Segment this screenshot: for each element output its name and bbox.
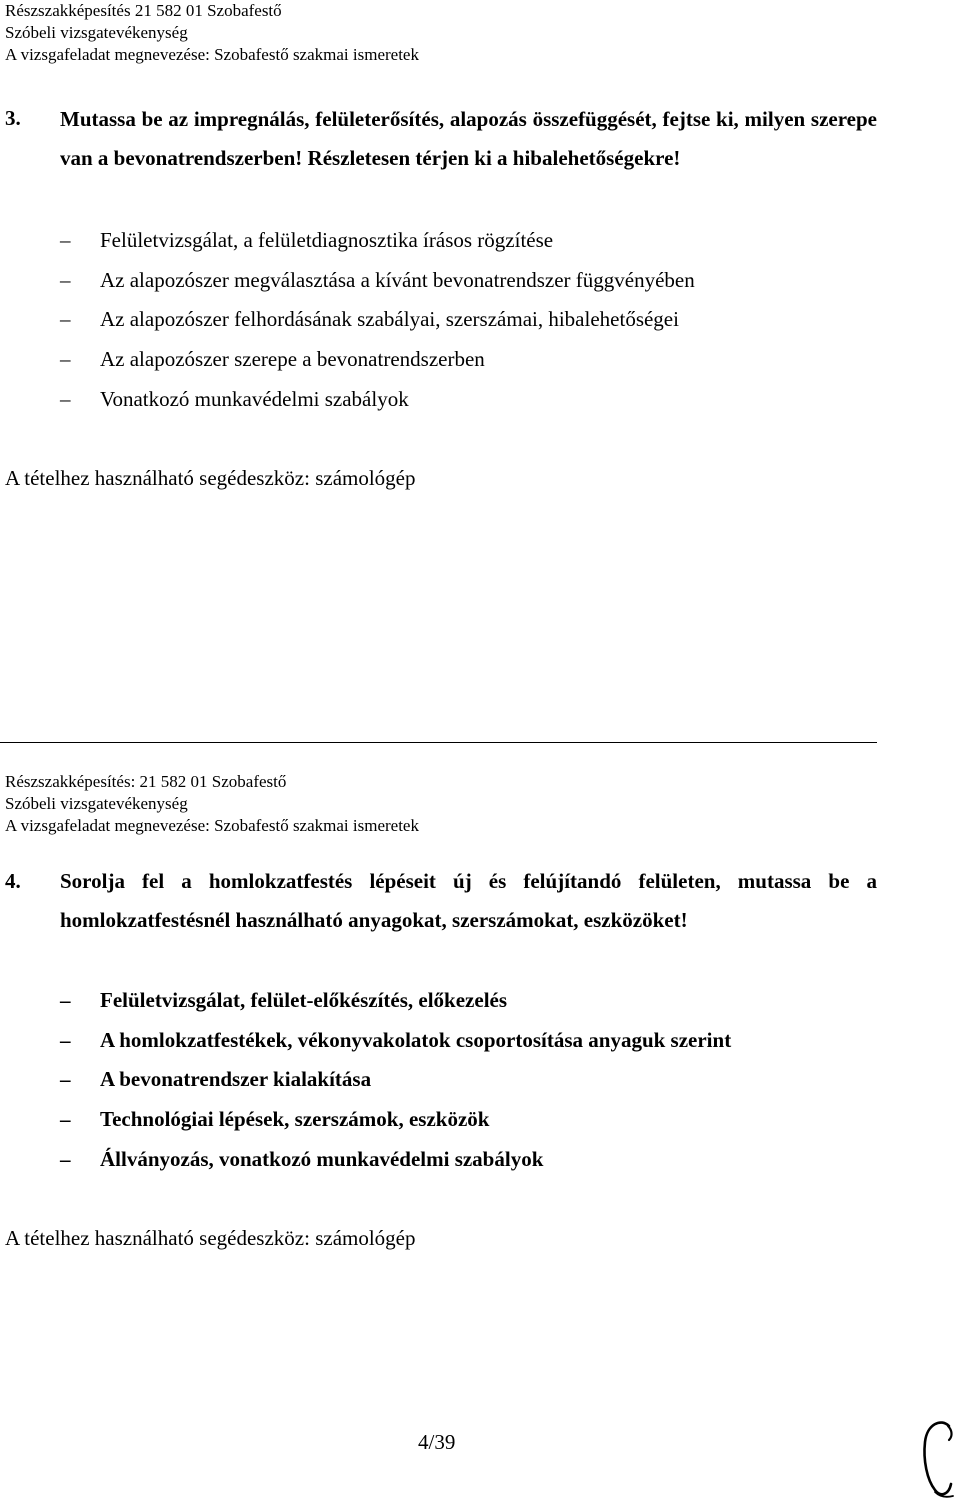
list-item: – Vonatkozó munkavédelmi szabályok [100, 380, 695, 420]
dash-bullet-icon: – [60, 1107, 71, 1132]
header-activity: Szóbeli vizsgatevékenység [5, 23, 188, 42]
page-number: 4/39 [418, 1430, 456, 1454]
header-qualification: Részszakképesítés 21 582 01 Szobafestő [5, 1, 282, 20]
list-item: – Technológiai lépések, szerszámok, eszközök [100, 1100, 731, 1140]
dash-bullet-icon: – [60, 988, 71, 1012]
dash-bullet-icon: – [60, 228, 71, 252]
question-3-bullet-list [60, 221, 695, 420]
dash-bullet-icon: – [60, 1067, 71, 1092]
dash-bullet-icon: – [60, 267, 71, 292]
dash-bullet-icon: – [60, 307, 71, 332]
question-4-bullet-list [60, 981, 732, 1180]
list-item: – Felületvizsgálat, a felületdiagnosztika írásos rögzítése [100, 221, 695, 261]
list-item: – Az alapozószer felhordásának szabályai, szerszámai, hibalehetőségei [100, 300, 695, 340]
list-item: – A bevonatrendszer kialakítása [100, 1060, 731, 1100]
question-4-text: Sorolja fel a homlokzatfestés lépéseit új és felújítandó felületen, mutassa be a homlokzatfestésnél használható anyagokat, szerszámokat, eszközöket! [60, 869, 877, 932]
page-header [5, 0, 419, 66]
page-header-2 [5, 771, 419, 837]
list-item: – Az alapozószer megválasztása a kívánt bevonatrendszer függvényében [100, 261, 695, 301]
handwritten-signature-icon [915, 1418, 957, 1500]
dash-bullet-icon: – [60, 1027, 71, 1052]
header-task-name: A vizsgafeladat megnevezése: Szobafestő szakmai ismeretek [5, 45, 419, 64]
question-3-tool-note: A tételhez használható segédeszköz: számológép [5, 466, 416, 490]
header-activity: Szóbeli vizsgatevékenység [5, 794, 188, 813]
dash-bullet-icon: – [60, 347, 71, 372]
header-task-name: A vizsgafeladat megnevezése: Szobafestő szakmai ismeretek [5, 816, 419, 835]
question-3-number: 3. [5, 106, 21, 130]
list-item: – A homlokzatfestékek, vékonyvakolatok csoportosítása anyaguk szerint [100, 1021, 731, 1061]
page-separator [0, 742, 877, 743]
dash-bullet-icon: – [60, 1146, 71, 1171]
question-4-tool-note: A tételhez használható segédeszköz: számológép [5, 1226, 416, 1250]
header-qualification: Részszakképesítés: 21 582 01 Szobafestő [5, 772, 287, 791]
dash-bullet-icon: – [60, 386, 71, 411]
question-3-text: Mutassa be az impregnálás, felületerősítés, alapozás összefüggését, fejtse ki, milyen szerepe van a bevonatrendszerben! Részletesen térjen ki a hibalehetőségekre! [60, 107, 877, 170]
list-item: – Állványozás, vonatkozó munkavédelmi szabályok [100, 1140, 731, 1180]
list-item: – Az alapozószer szerepe a bevonatrendszerben [100, 340, 695, 380]
question-4-number: 4. [5, 869, 21, 893]
list-item: – Felületvizsgálat, felület-előkészítés, előkezelés [100, 981, 731, 1021]
